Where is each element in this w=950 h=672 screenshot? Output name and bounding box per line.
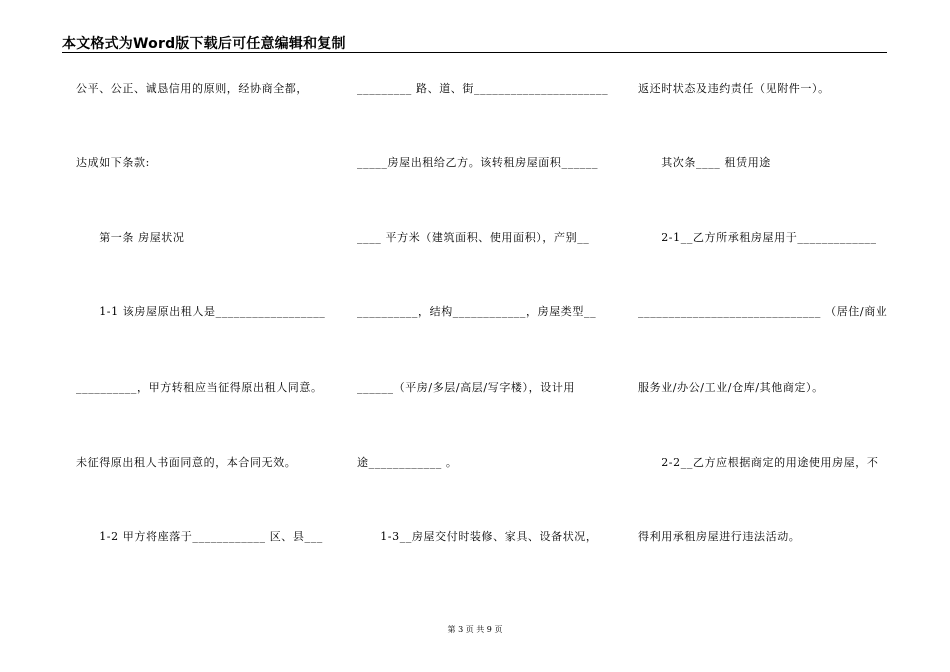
- text-line: 2-2__乙方应根据商定的用途使用房屋，不: [638, 456, 879, 469]
- text-line: 1-3__房屋交付时装修、家具、设备状况，: [357, 530, 598, 543]
- text-line: _________ 路、道、街______________________: [357, 82, 609, 95]
- text-line: 得利用承租房屋进行违法活动。: [638, 530, 801, 543]
- text-line: ______________________________ （居住/商业: [638, 305, 888, 318]
- text-line: 2-1__乙方所承租房屋用于_____________: [638, 231, 877, 244]
- page-number: 第 3 页 共 9 页: [447, 625, 503, 634]
- text-line: 公平、公正、诚恳信用的原则，经协商全都，: [76, 82, 308, 95]
- text-line: 1-1 该房屋原出租人是__________________: [76, 305, 326, 318]
- header-divider: [62, 52, 887, 53]
- text-line: 未征得原出租人书面同意的，本合同无效。: [76, 456, 297, 469]
- text-line: 1-2 甲方将座落于____________ 区、县___: [76, 530, 323, 543]
- text-line: _____房屋出租给乙方。该转租房屋面积______: [357, 156, 599, 169]
- text-line: 其次条____ 租赁用途: [638, 156, 771, 169]
- text-line: 途____________ 。: [357, 456, 458, 469]
- text-line: 第一条 房屋状况: [76, 231, 185, 244]
- text-line: 服务业/办公/工业/仓库/其他商定）。: [638, 381, 824, 394]
- text-line: ____ 平方米（建筑面积、使用面积），产别__: [357, 231, 590, 244]
- document-header-title: 本文格式为Word版下载后可任意编辑和复制: [62, 36, 346, 52]
- text-line: 返还时状态及违约责任（见附件一）。: [638, 82, 830, 95]
- text-line: ______（平房/多层/高层/写字楼），设计用: [357, 381, 576, 394]
- text-line: __________，结构____________，房屋类型__: [357, 305, 597, 318]
- text-line: __________，甲方转租应当征得原出租人同意。: [76, 381, 323, 394]
- text-line: 达成如下条款:: [76, 156, 150, 169]
